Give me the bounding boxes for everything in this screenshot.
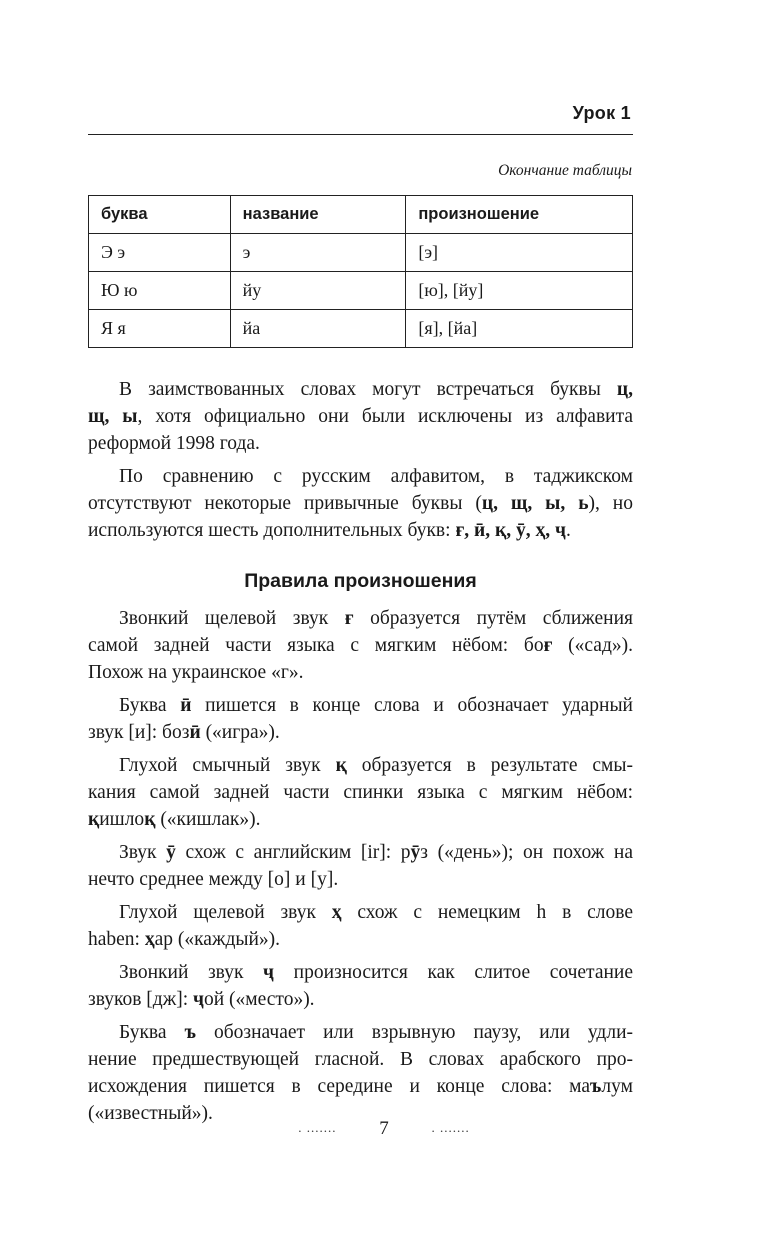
table-row xyxy=(89,272,633,310)
pronunciation-rules xyxy=(88,605,633,1133)
rule-paragraph: Звонкий звук ҷ произносится как слитое сочетание звуков [дж]: ҷой («место»). xyxy=(88,962,634,1010)
rule-paragraph: Звук ӯ схож с английским [ir]: рӯз («день»); он похож на нечто среднее между [о] и [у]. xyxy=(88,842,633,890)
table-cell-letter: Ю ю xyxy=(89,272,231,310)
table-cell-pronunciation: [ю], [йу] xyxy=(406,272,633,310)
rule-paragraph: Глухой щелевой звук ҳ схож с немецким h в слове haben: ҳар («каждый»). xyxy=(88,902,633,950)
paragraph-borrowed-letters: В заимствованных словах могут встречаться буквы ц, щ, ы, хотя официально они были исключены из алфавита реформой 1998 года. xyxy=(88,379,634,454)
table-cell-letter: Я я xyxy=(89,310,231,348)
page-footer xyxy=(0,1118,768,1140)
rule-paragraph: Буква ъ обозначает или взрывную паузу, или удли- нение предшествующей гласной. В словах арабского про- исхождения пишется в середине и конце слова: маълум («известный»). xyxy=(88,1022,634,1124)
rule-paragraph: Звонкий щелевой звук ғ образуется путём сближения самой задней части языка с мягким нёбом: боғ («сад»). Похож на украинское «г». xyxy=(88,608,633,683)
footer-ornament-left: . ....... xyxy=(298,1120,337,1135)
section-heading: Правила произношения xyxy=(244,570,477,592)
paragraph-alphabet-comparison: По сравнению с русским алфавитом, в таджикском отсутствуют некоторые привычные буквы (ц, щ, ы, ь), но используются шесть дополнительных букв: ғ, ӣ, қ, ӯ, ҳ, ҷ. xyxy=(88,466,633,541)
table-row xyxy=(89,234,633,272)
table-cell-letter: Э э xyxy=(89,234,231,272)
table-cell-pronunciation: [э] xyxy=(406,234,633,272)
intro-text xyxy=(88,376,633,550)
table-cell-name: йа xyxy=(230,310,406,348)
column-header-letter: буква xyxy=(89,196,231,234)
table-cell-name: йу xyxy=(230,272,406,310)
table-header-row xyxy=(89,196,633,234)
table-cell-pronunciation: [я], [йа] xyxy=(406,310,633,348)
alphabet-table xyxy=(88,195,633,348)
column-header-name: название xyxy=(230,196,406,234)
column-header-pronunciation: произношение xyxy=(406,196,633,234)
rule-paragraph: Буква ӣ пишется в конце слова и обозначает ударный звук [и]: бозӣ («игра»). xyxy=(88,695,633,743)
chapter-label: Урок 1 xyxy=(572,103,631,123)
page-number: 7 xyxy=(379,1118,389,1139)
running-header xyxy=(88,100,633,135)
table-row xyxy=(89,310,633,348)
rule-paragraph: Глухой смычный звук қ образуется в результате смы- кания самой задней части спинки языка с мягким нёбом: қишлоқ («кишлак»). xyxy=(88,755,633,830)
table-caption: Окончание таблицы xyxy=(498,162,632,179)
footer-ornament-right: . ....... xyxy=(431,1120,470,1135)
table-cell-name: э xyxy=(230,234,406,272)
